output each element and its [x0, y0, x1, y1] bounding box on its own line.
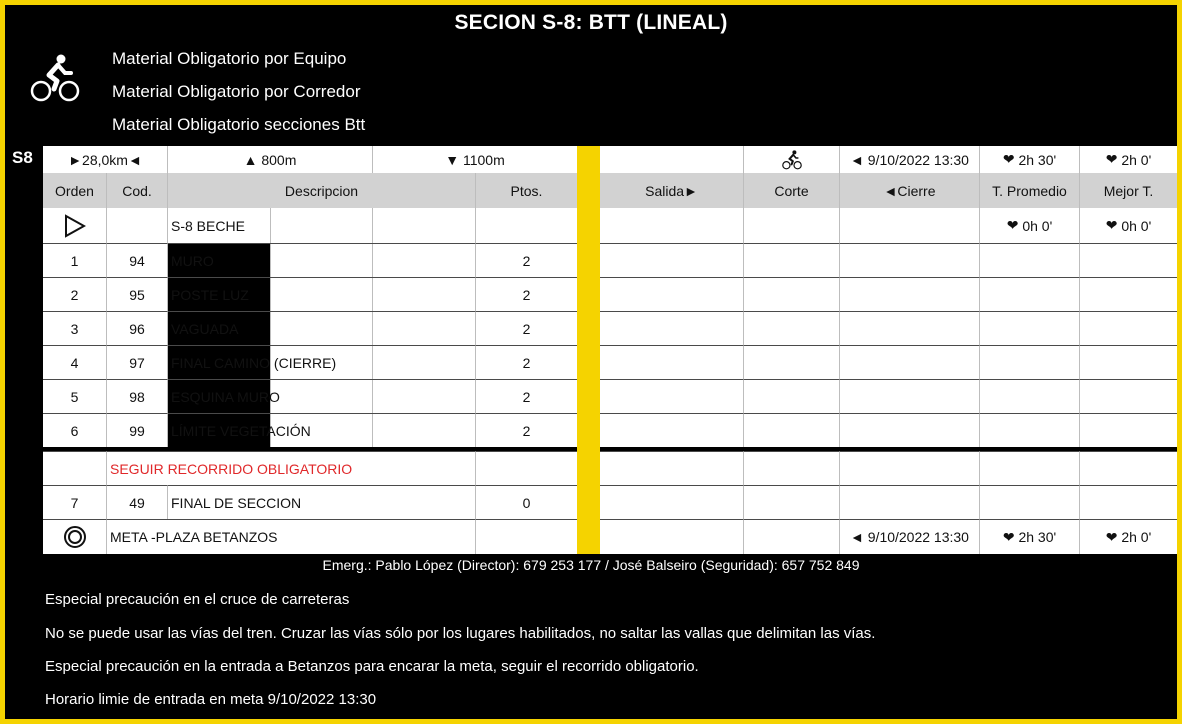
row-empty-cell	[1079, 243, 1177, 277]
start-avg	[979, 208, 1079, 243]
note-1: Especial precaución en el cruce de carreteras	[45, 591, 350, 608]
material-equipo: Material Obligatorio por Equipo	[112, 49, 347, 68]
summary-best-text: 2h 0'	[1121, 151, 1152, 168]
row-orden: 3	[43, 311, 106, 345]
row-desc: POSTE LUZ	[167, 277, 475, 311]
header-corte: Corte	[743, 173, 839, 208]
bicycle-icon	[743, 146, 839, 173]
row-empty-cell	[979, 413, 1079, 447]
notice-cierre	[839, 451, 979, 485]
start-corte	[743, 208, 839, 243]
header-descripcion: Descripcion	[167, 173, 475, 208]
heart-icon: ❤	[1002, 528, 1015, 545]
finish-best-text: 2h 0'	[1121, 529, 1152, 545]
row-ptos: 2	[475, 277, 577, 311]
finish-close: ◄ 9/10/2022 13:30	[839, 519, 979, 554]
note-4: Horario limie de entrada en meta 9/10/2022 13:30	[45, 691, 377, 708]
row-orden: 4	[43, 345, 106, 379]
notice-ptos	[475, 451, 577, 485]
finish-circle-icon	[43, 519, 106, 554]
material-corredor: Material Obligatorio por Corredor	[112, 82, 361, 101]
header-mejor: Mejor T.	[1079, 173, 1177, 208]
row-empty-cell	[1079, 379, 1177, 413]
start-ptos	[475, 208, 577, 243]
start-best	[1079, 208, 1177, 243]
row-empty-cell	[839, 379, 979, 413]
finish-avg	[979, 519, 1079, 554]
row-empty-cell	[743, 311, 839, 345]
start-salida	[600, 208, 743, 243]
row-empty-cell	[1079, 413, 1177, 447]
notice-corte	[743, 451, 839, 485]
heart-icon: ❤	[1105, 217, 1118, 233]
last-corte	[743, 485, 839, 519]
row-cod: 95	[106, 277, 167, 311]
row-empty-cell	[979, 311, 1079, 345]
last-best	[1079, 485, 1177, 519]
row-empty-cell	[839, 311, 979, 345]
note-3: Especial precaución en la entrada a Betanzos para encarar la meta, seguir el recorrido obligatorio.	[45, 658, 699, 675]
row-empty-cell	[979, 379, 1079, 413]
row-empty-cell	[600, 311, 743, 345]
start-avg-text: 0h 0'	[1022, 217, 1053, 234]
emergency-contacts: Emerg.: Pablo López (Director): 679 253 177 / José Balseiro (Seguridad): 657 752 849	[322, 557, 860, 573]
last-desc: FINAL DE SECCION	[167, 485, 475, 519]
material-btt: Material Obligatorio secciones Btt	[112, 115, 366, 134]
row-empty-cell	[839, 243, 979, 277]
bicycle-icon	[27, 53, 83, 103]
last-ptos: 0	[475, 485, 577, 519]
last-cod: 49	[106, 485, 167, 519]
summary-avg-text: 2h 30'	[1018, 151, 1057, 168]
row-empty-cell	[743, 243, 839, 277]
header-orden: Orden	[43, 173, 106, 208]
row-empty-cell	[1079, 277, 1177, 311]
finish-avg-text: 2h 30'	[1018, 529, 1057, 545]
notice-salida	[600, 451, 743, 485]
row-desc: MURO	[167, 243, 475, 277]
header-salida: Salida►	[600, 173, 743, 208]
row-empty-cell	[1079, 345, 1177, 379]
row-empty-cell	[979, 277, 1079, 311]
finish-salida	[600, 519, 743, 554]
finish-corte	[743, 519, 839, 554]
section-sheet	[5, 5, 1177, 719]
heart-icon: ❤	[1105, 528, 1118, 545]
row-empty-cell	[743, 345, 839, 379]
row-empty-cell	[839, 345, 979, 379]
descent: ▼ 1100m	[372, 146, 577, 173]
row-orden: 1	[43, 243, 106, 277]
row-empty-cell	[839, 413, 979, 447]
finish-name: META -PLAZA BETANZOS	[106, 519, 475, 554]
summary-salida	[600, 146, 743, 173]
distance: ►28,0km◄	[43, 146, 167, 173]
ascent: ▲ 800m	[167, 146, 372, 173]
row-desc: ESQUINA MURO	[167, 379, 475, 413]
row-ptos: 2	[475, 413, 577, 447]
row-empty-cell	[600, 345, 743, 379]
notice-orden	[43, 451, 106, 485]
desc-sub-cell	[270, 208, 372, 243]
finish-ptos	[475, 519, 577, 554]
start-triangle-icon	[43, 208, 106, 243]
row-orden: 6	[43, 413, 106, 447]
row-ptos: 2	[475, 243, 577, 277]
last-avg	[979, 485, 1079, 519]
summary-best	[1079, 146, 1177, 173]
finish-best	[1079, 519, 1177, 554]
desc-sub-cell	[372, 208, 475, 243]
header-cod: Cod.	[106, 173, 167, 208]
notice-text: SEGUIR RECORRIDO OBLIGATORIO	[106, 451, 475, 485]
row-empty-cell	[1079, 311, 1177, 345]
row-empty-cell	[600, 243, 743, 277]
row-empty-cell	[600, 379, 743, 413]
notice-avg	[979, 451, 1079, 485]
row-empty-cell	[743, 277, 839, 311]
row-orden: 5	[43, 379, 106, 413]
last-salida	[600, 485, 743, 519]
last-orden: 7	[43, 485, 106, 519]
heart-icon: ❤	[1002, 151, 1015, 167]
heart-icon: ❤	[1006, 217, 1019, 233]
header-promedio: T. Promedio	[979, 173, 1079, 208]
start-best-text: 0h 0'	[1121, 217, 1152, 234]
row-cod: 99	[106, 413, 167, 447]
row-empty-cell	[839, 277, 979, 311]
row-cod: 96	[106, 311, 167, 345]
header-cierre: ◄Cierre	[839, 173, 979, 208]
row-ptos: 2	[475, 345, 577, 379]
row-ptos: 2	[475, 311, 577, 345]
row-empty-cell	[743, 413, 839, 447]
last-cierre	[839, 485, 979, 519]
row-empty-cell	[743, 379, 839, 413]
heart-icon: ❤	[1105, 151, 1118, 167]
row-cod: 97	[106, 345, 167, 379]
row-cod: 98	[106, 379, 167, 413]
yellow-divider	[577, 146, 600, 554]
row-empty-cell	[600, 413, 743, 447]
row-empty-cell	[600, 277, 743, 311]
row-desc: FINAL CAMINO (CIERRE)	[167, 345, 475, 379]
row-cod: 94	[106, 243, 167, 277]
section-title: SECION S-8: BTT (LINEAL)	[454, 11, 728, 34]
section-label: S8	[12, 148, 33, 167]
summary-avg	[979, 146, 1079, 173]
row-desc: VAGUADA	[167, 311, 475, 345]
note-2: No se puede usar las vías del tren. Cruzar las vías sólo por los lugares habilitados, no saltar las vallas que delimitan las vías.	[45, 625, 876, 642]
row-ptos: 2	[475, 379, 577, 413]
row-orden: 2	[43, 277, 106, 311]
start-cierre	[839, 208, 979, 243]
header-ptos: Ptos.	[475, 173, 577, 208]
notice-best	[1079, 451, 1177, 485]
summary-close: ◄ 9/10/2022 13:30	[839, 146, 979, 173]
start-cod	[106, 208, 167, 243]
row-desc: LÍMITE VEGETACIÓN	[167, 413, 475, 447]
row-empty-cell	[979, 243, 1079, 277]
row-empty-cell	[979, 345, 1079, 379]
start-name: S-8 BECHE	[167, 208, 270, 243]
